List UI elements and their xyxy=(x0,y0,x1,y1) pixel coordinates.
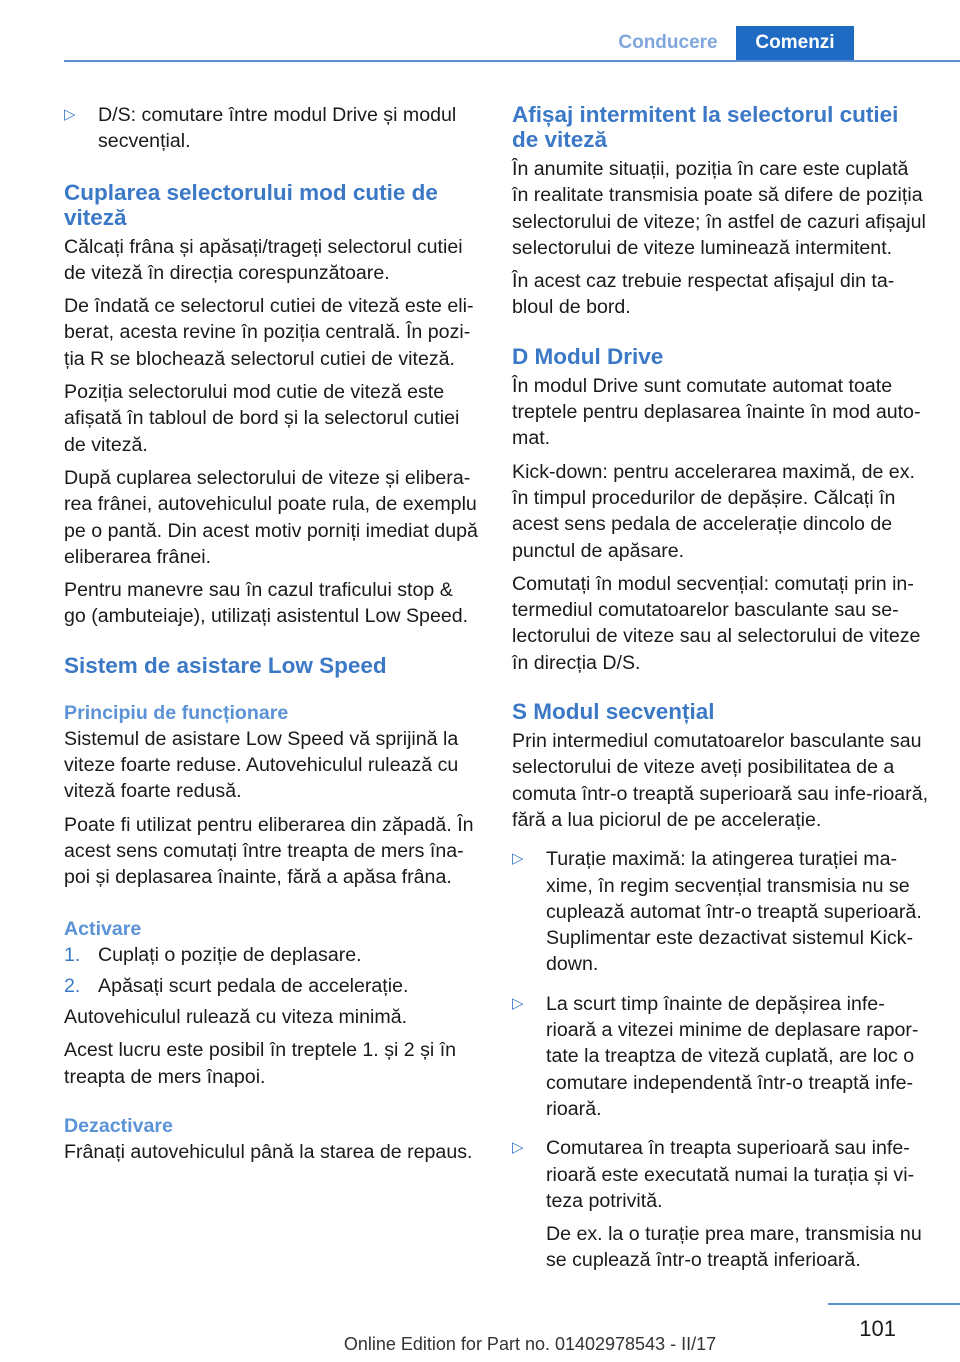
paragraph: Prin intermediul comutatoarelor basculante sau selectorului de viteze aveți posibilitatea de a comuta într-o treaptă superioară sau infe‐rioară, fără a lua piciorul de pe accelerație. xyxy=(512,730,929,831)
subheading-activare: Activare xyxy=(64,917,142,940)
bullet-item xyxy=(512,991,930,1122)
paragraph: Acest lucru este posibil în treptele 1. și 2 și în treapta de mers înapoi. xyxy=(64,1039,457,1088)
footer-rule xyxy=(828,1303,960,1305)
paragraph: În acest caz trebuie respectat afișajul din ta‐bloul de bord. xyxy=(512,270,895,319)
bullet-text: La scurt timp înainte de depășirea infe‐rioară a vitezei minime de deplasare rapor‐tate la treaptza de viteză cuplată, are loc o comutare independentă într-o treaptă infe‐rioară. xyxy=(546,992,919,1120)
section-heading-secvential: S Modul secvențial xyxy=(512,699,715,725)
numbered-item xyxy=(64,973,480,999)
left-column xyxy=(64,102,480,1172)
bullet-item xyxy=(64,102,480,155)
header-tab-comenzi[interactable]: Comenzi xyxy=(736,26,854,62)
paragraph: După cuplarea selectorului de viteze și elibera‐rea frânei, autovehiculul poate rula, de exemplu pe o pantă. Din acest motiv porniți imediat după eliberarea frânei. xyxy=(64,466,478,568)
header-tab-conducere[interactable]: Conducere xyxy=(618,32,718,53)
paragraph: În anumite situații, poziția în care este cuplată în realitate transmisia poate să difere de poziția selectorului de viteze; în astfel de cazuri afișajul selectorului de viteze luminează intermitent. xyxy=(512,158,926,259)
numbered-item xyxy=(64,942,480,968)
paragraph: Călcați frâna și apăsați/trageți selectorul cutiei de viteză în direcția corespunzătoare. xyxy=(64,235,463,284)
subheading-dezactivare: Dezactivare xyxy=(64,1115,173,1138)
paragraph: Autovehiculul rulează cu viteza minimă. xyxy=(64,1006,408,1029)
subheading-principiu: Principiu de funcționare xyxy=(64,701,289,724)
page-number: 101 xyxy=(859,1316,896,1341)
paragraph: Comutați în modul secvențial: comutați prin in‐termediul comutatoarelor basculante sau se‐lectorului de viteze sau al selectorului de viteze în direcția D/S. xyxy=(512,572,921,674)
paragraph: Sistemul de asistare Low Speed vă sprijină la viteze foarte reduse. Autovehiculul rulează cu viteză foarte redusă. xyxy=(64,727,459,803)
bullet-item xyxy=(512,846,930,977)
bullet-marker-icon: ▷ xyxy=(512,994,524,1012)
numbered-text: Apăsați scurt pedala de accelerație. xyxy=(98,974,409,997)
paragraph: Poate fi utilizat pentru eliberarea din zăpadă. În acest sens comutați între treapta de mers îna‐poi și deplasarea înainte, fără a apăsa frâna. xyxy=(64,813,474,889)
section-heading-drive: D Modul Drive xyxy=(512,343,664,369)
section-heading-cuplare: Cuplarea selectorului mod cutie de viteză xyxy=(64,179,438,230)
footer-edition: Online Edition for Part no. 01402978543 - II/17 xyxy=(343,1334,717,1354)
paragraph: Pentru manevre sau în cazul traficului stop & go (ambuteiaje), utilizați asistentul Low Speed. xyxy=(64,579,469,628)
header-rule xyxy=(64,60,960,62)
section-heading-afisaj: Afișaj intermitent la selectorul cutiei de viteză xyxy=(512,102,899,152)
paragraph: Poziția selectorului mod cutie de viteză este afișată în tabloul de bord și la selectorul cutiei de viteză. xyxy=(64,381,460,456)
paragraph: Kick-down: pentru accelerarea maximă, de ex. în timpul procedurilor de depășire. Călcați în acest sens pedala de accelerație dincolo de punctul de apăsare. xyxy=(512,460,915,562)
paragraph: În modul Drive sunt comutate automat toate treptele pentru deplasarea înainte în mod auto‐mat. xyxy=(512,374,921,450)
bullet-item xyxy=(512,1135,930,1214)
section-heading-sistem: Sistem de asistare Low Speed xyxy=(64,652,387,678)
bullet-text: Comutarea în treapta superioară sau infe‐rioară este executată numai la turația și vi‐teza potrivită. xyxy=(546,1137,915,1212)
bullet-text: Turație maximă: la atingerea turației ma‐xime, în regim secvențial transmisia nu se cuplează automat într-o treaptă superioară. Suplimentar este dezactivat sistemul Kick-down. xyxy=(546,848,922,976)
bullet-marker-icon: ▷ xyxy=(512,850,524,868)
bullet-note: De ex. la o turație prea mare, transmisia nu se cuplează într-o treaptă inferioară. xyxy=(546,1223,922,1272)
right-column xyxy=(512,102,930,1281)
bullet-marker-icon: ▷ xyxy=(64,106,76,123)
paragraph: De îndată ce selectorul cutiei de viteză este eli‐berat, acesta revine în poziția centrală. În pozi‐ția R se blochează selectorul cutiei de viteză. xyxy=(64,295,474,370)
numbered-text: Cuplați o poziție de deplasare. xyxy=(98,943,362,966)
number-marker: 1. xyxy=(64,943,81,966)
bullet-marker-icon: ▷ xyxy=(512,1139,524,1157)
paragraph: Frânați autovehiculul până la starea de repaus. xyxy=(64,1141,473,1164)
number-marker: 2. xyxy=(64,974,81,997)
bullet-text: D/S: comutare între modul Drive și modul secvențial. xyxy=(98,104,457,153)
